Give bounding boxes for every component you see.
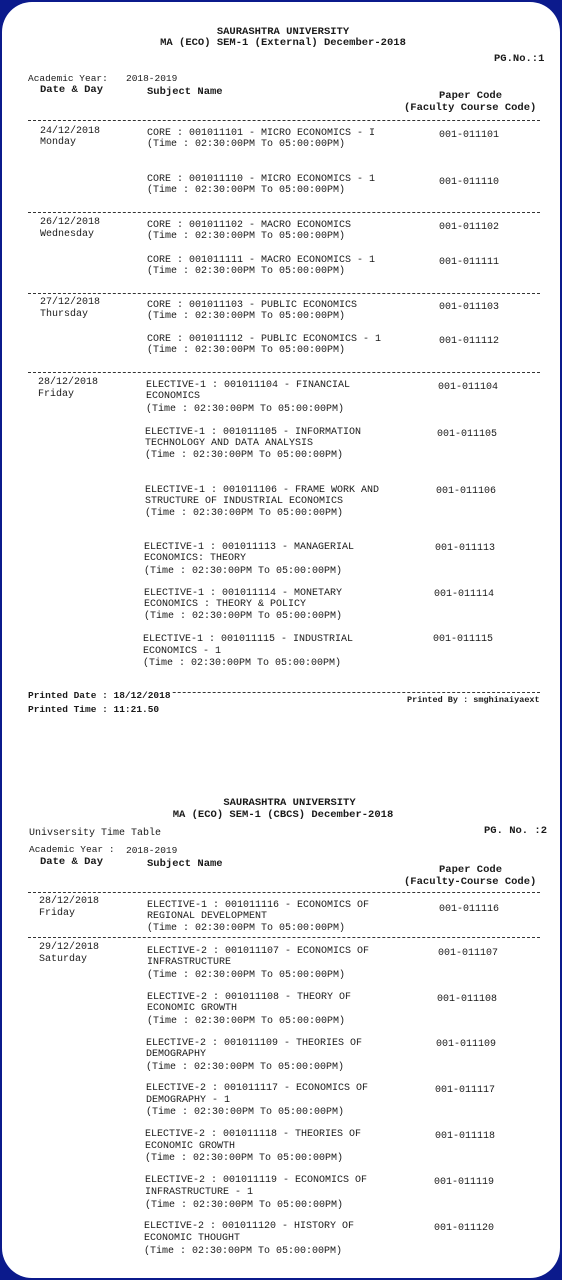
paper-code: 001-011117: [435, 1085, 496, 1096]
exam-day: Monday: [40, 137, 77, 148]
exam-date: 26/12/2018: [40, 217, 101, 228]
paper-code: 001-011116: [439, 904, 500, 915]
academic-year-label-1: Academic Year:: [28, 73, 108, 84]
exam-time: (Time : 02:30:00PM To 05:00:00PM): [145, 450, 344, 461]
page-number-1: PG.No.:1: [494, 53, 545, 65]
exam-day: Thursday: [40, 309, 89, 320]
exam-day: Wednesday: [40, 229, 95, 240]
paper-code: 001-011107: [438, 948, 499, 959]
subject-line: TECHNOLOGY AND DATA ANALYSIS: [145, 438, 314, 449]
subject-line: CORE : 001011111 - MACRO ECONOMICS - 1: [147, 255, 376, 266]
subject-line: ELECTIVE-1 : 001011105 - INFORMATION: [145, 427, 362, 438]
column-header-code-1: Paper Code: [439, 90, 503, 102]
exam-date: 28/12/2018: [38, 377, 99, 388]
paper-code: 001-011101: [439, 130, 500, 141]
divider: [28, 293, 540, 294]
subject-line: CORE : 001011101 - MICRO ECONOMICS - I: [147, 128, 376, 139]
subject-line: ELECTIVE-1 : 001011104 - FINANCIAL: [146, 380, 351, 391]
subject-line: ELECTIVE-1 : 001011116 - ECONOMICS OF: [147, 900, 370, 911]
paper-code: 001-011109: [436, 1039, 497, 1050]
subject-line: ECONOMICS: THEORY: [144, 553, 247, 564]
subject-line: CORE : 001011112 - PUBLIC ECONOMICS - 1: [147, 334, 382, 345]
paper-code: 001-011103: [439, 302, 500, 313]
exam-time: (Time : 02:30:00PM To 05:00:00PM): [147, 345, 346, 356]
paper-code: 001-011114: [434, 589, 495, 600]
exam-time: (Time : 02:30:00PM To 05:00:00PM): [147, 139, 346, 150]
subject-line: ELECTIVE-2 : 001011109 - THEORIES OF: [146, 1038, 363, 1049]
subject-line: ELECTIVE-2 : 001011107 - ECONOMICS OF: [147, 946, 370, 957]
exam-date: 24/12/2018: [40, 126, 101, 137]
subject-line: ELECTIVE-2 : 001011119 - ECONOMICS OF: [145, 1175, 368, 1186]
exam-time: (Time : 02:30:00PM To 05:00:00PM): [146, 404, 345, 415]
paper-code: 001-011118: [435, 1131, 496, 1142]
exam-time: (Time : 02:30:00PM To 05:00:00PM): [146, 1062, 345, 1073]
column-header-subject-1: Subject Name: [147, 86, 223, 98]
column-header-date-1: Date & Day: [40, 84, 104, 96]
column-header-code-sub-2: (Faculty-Course Code): [404, 876, 537, 888]
exam-day: Friday: [38, 389, 75, 400]
exam-time: (Time : 02:30:00PM To 05:00:00PM): [145, 508, 344, 519]
paper-code: 001-011119: [434, 1177, 495, 1188]
paper-code: 001-011105: [437, 429, 498, 440]
paper-code: 001-011110: [439, 177, 500, 188]
subject-line: ECONOMICS: [146, 391, 201, 402]
subject-line: ELECTIVE-2 : 001011108 - THEORY OF: [147, 992, 352, 1003]
exam-date: 27/12/2018: [40, 297, 101, 308]
printed-time: Printed Time : 11:21.50: [28, 704, 160, 715]
exam-title-1: MA (ECO) SEM-1 (External) December-2018: [160, 37, 406, 49]
printed-date: Printed Date : 18/12/2018: [28, 690, 171, 701]
exam-time: (Time : 02:30:00PM To 05:00:00PM): [147, 231, 346, 242]
exam-time: (Time : 02:30:00PM To 05:00:00PM): [145, 1200, 344, 1211]
academic-year-value-2: 2018-2019: [126, 845, 178, 856]
column-header-subject-2: Subject Name: [147, 858, 223, 870]
exam-time: (Time : 02:30:00PM To 05:00:00PM): [147, 266, 346, 277]
subject-line: REGIONAL DEVELOPMENT: [147, 911, 268, 922]
subject-line: ELECTIVE-2 : 001011120 - HISTORY OF: [144, 1221, 355, 1232]
exam-time: (Time : 02:30:00PM To 05:00:00PM): [144, 566, 343, 577]
exam-time: (Time : 02:30:00PM To 05:00:00PM): [143, 658, 342, 669]
subject-line: ELECTIVE-2 : 001011118 - THEORIES OF: [145, 1129, 362, 1140]
document-page: [2, 2, 560, 1278]
paper-code: 001-011120: [434, 1223, 495, 1234]
exam-date: 29/12/2018: [39, 942, 100, 953]
column-header-date-2: Date & Day: [40, 856, 104, 868]
divider: [28, 120, 540, 121]
exam-day: Saturday: [39, 954, 88, 965]
column-header-code-2: Paper Code: [439, 864, 503, 876]
paper-code: 001-011115: [433, 634, 494, 645]
subject-line: STRUCTURE OF INDUSTRIAL ECONOMICS: [145, 496, 344, 507]
subject-line: INFRASTRUCTURE - 1: [145, 1187, 254, 1198]
exam-time: (Time : 02:30:00PM To 05:00:00PM): [147, 970, 346, 981]
exam-time: (Time : 02:30:00PM To 05:00:00PM): [147, 1016, 346, 1027]
subject-line: INFRASTRUCTURE: [147, 957, 232, 968]
printed-by: Printed By : smghinaiyaext: [407, 695, 540, 705]
exam-time: (Time : 02:30:00PM To 05:00:00PM): [146, 1107, 345, 1118]
subject-line: ELECTIVE-1 : 001011114 - MONETARY: [144, 588, 343, 599]
subject-line: DEMOGRAPHY: [146, 1049, 207, 1060]
exam-day: Friday: [39, 908, 76, 919]
subject-line: ECONOMICS - 1: [143, 646, 222, 657]
academic-year-value-1: 2018-2019: [126, 73, 178, 84]
subject-line: DEMOGRAPHY - 1: [146, 1095, 231, 1106]
divider: [28, 212, 540, 213]
divider: [28, 892, 540, 893]
divider: [28, 372, 540, 373]
subject-line: ECONOMIC THOUGHT: [144, 1233, 241, 1244]
subject-line: CORE : 001011102 - MACRO ECONOMICS: [147, 220, 352, 231]
exam-time: (Time : 02:30:00PM To 05:00:00PM): [144, 611, 343, 622]
table-title-2: Univsersity Time Table: [29, 828, 162, 839]
subject-line: ELECTIVE-1 : 001011115 - INDUSTRIAL: [143, 634, 354, 645]
exam-date: 28/12/2018: [39, 896, 100, 907]
university-title-1: SAURASHTRA UNIVERSITY: [216, 26, 350, 38]
subject-line: ELECTIVE-2 : 001011117 - ECONOMICS OF: [146, 1083, 369, 1094]
paper-code: 001-011111: [439, 257, 500, 268]
exam-title-2: MA (ECO) SEM-1 (CBCS) December-2018: [172, 809, 394, 821]
subject-line: ECONOMICS : THEORY & POLICY: [144, 599, 307, 610]
paper-code: 001-011102: [439, 222, 500, 233]
subject-line: CORE : 001011103 - PUBLIC ECONOMICS: [147, 300, 358, 311]
subject-line: CORE : 001011110 - MICRO ECONOMICS - 1: [147, 174, 376, 185]
academic-year-label-2: Academic Year :: [29, 844, 115, 855]
subject-line: ECONOMIC GROWTH: [145, 1141, 236, 1152]
university-title-2: SAURASHTRA UNIVERSITY: [223, 797, 356, 809]
exam-time: (Time : 02:30:00PM To 05:00:00PM): [144, 1246, 343, 1257]
paper-code: 001-011104: [438, 382, 499, 393]
subject-line: ECONOMIC GROWTH: [147, 1003, 238, 1014]
exam-time: (Time : 02:30:00PM To 05:00:00PM): [147, 185, 346, 196]
subject-line: ELECTIVE-1 : 001011113 - MANAGERIAL: [144, 542, 355, 553]
column-header-code-sub-1: (Faculty Course Code): [404, 102, 537, 114]
exam-time: (Time : 02:30:00PM To 05:00:00PM): [147, 311, 346, 322]
exam-time: (Time : 02:30:00PM To 05:00:00PM): [147, 923, 346, 934]
paper-code: 001-011113: [435, 543, 496, 554]
page-number-2: PG. No. :2: [484, 825, 548, 837]
subject-line: ELECTIVE-1 : 001011106 - FRAME WORK AND: [145, 485, 380, 496]
paper-code: 001-011106: [436, 486, 497, 497]
paper-code: 001-011112: [439, 336, 500, 347]
exam-time: (Time : 02:30:00PM To 05:00:00PM): [145, 1153, 344, 1164]
divider: [28, 937, 540, 938]
paper-code: 001-011108: [437, 994, 498, 1005]
